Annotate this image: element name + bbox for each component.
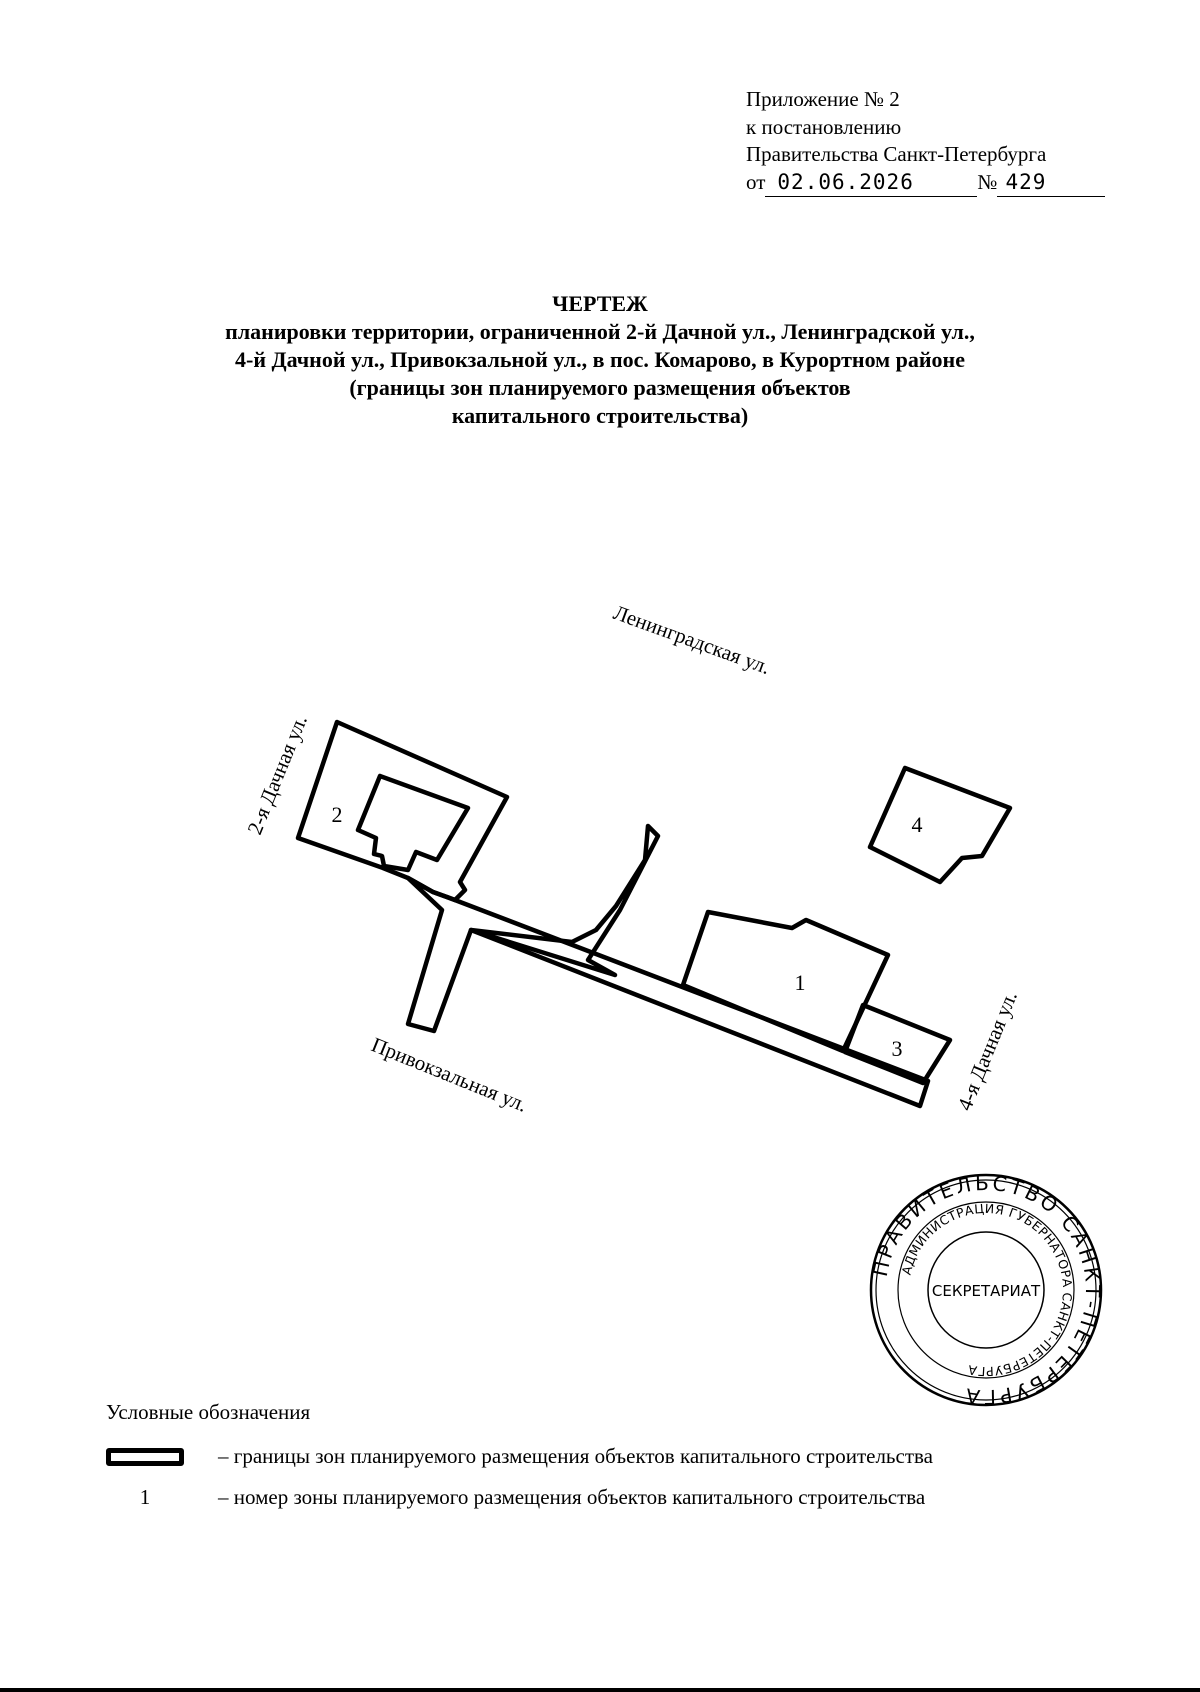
street-4-dachnaya: 4-я Дачная ул. bbox=[952, 987, 1023, 1114]
legend-zone-number-text: – номер зоны планируемого размещения объектов капитального строительства bbox=[218, 1485, 926, 1509]
government-label: Правительства Санкт-Петербурга bbox=[746, 142, 1047, 166]
resolution-number: 429 bbox=[997, 169, 1105, 198]
seal-inner-text: АДМИНИСТРАЦИЯ ГУБЕРНАТОРА САНКТ-ПЕТЕРБУРГА bbox=[898, 1200, 1076, 1380]
scan-bottom-edge bbox=[0, 1688, 1200, 1692]
title-main: ЧЕРТЕЖ bbox=[552, 291, 648, 316]
legend-title: Условные обозначения bbox=[106, 1400, 311, 1424]
zone-4-boundary bbox=[870, 768, 1010, 882]
road-corridor bbox=[408, 878, 928, 1106]
seal-outer-text: ПРАВИТЕЛЬСТВО САНКТ-ПЕТЕРБУРГА bbox=[867, 1170, 1106, 1410]
title-line-4: (границы зон планируемого размещения объектов bbox=[349, 375, 851, 400]
title-line-5: капитального строительства) bbox=[451, 403, 749, 428]
date-number-line bbox=[746, 169, 1166, 198]
street-2-dachnaya: 2-я Дачная ул. bbox=[242, 711, 313, 838]
legend-boundary-text: – границы зон планируемого размещения объектов капитального строительства bbox=[218, 1444, 933, 1468]
zone-2-number: 2 bbox=[331, 802, 343, 827]
appendix-label: Приложение № 2 bbox=[746, 87, 900, 111]
zone-2-building bbox=[358, 776, 468, 870]
zone-1-boundary bbox=[683, 912, 888, 1051]
zone-1-number: 1 bbox=[794, 970, 806, 995]
title-line-3: 4-й Дачной ул., Привокзальной ул., в пос. Комарово, в Курортном районе bbox=[235, 347, 965, 372]
resolution-date: 02.06.2026 bbox=[765, 169, 977, 198]
zone-number-symbol: 1 bbox=[139, 1485, 151, 1509]
number-prefix: № bbox=[977, 169, 998, 194]
road-spur bbox=[471, 826, 658, 975]
territory-plan bbox=[0, 560, 1200, 1120]
resolution-label: к постановлению bbox=[746, 114, 902, 139]
date-prefix: от bbox=[746, 169, 766, 194]
drawing-title bbox=[130, 290, 1070, 430]
legend-item-boundary bbox=[106, 1444, 1166, 1474]
secretariat-seal bbox=[866, 1170, 1106, 1410]
seal-center-text: СЕКРЕТАРИАТ bbox=[931, 1282, 1041, 1300]
street-leningradskaya: Ленинградская ул. bbox=[610, 600, 774, 680]
boundary-symbol bbox=[106, 1448, 184, 1466]
street-privokzalnaya: Привокзальная ул. bbox=[368, 1032, 531, 1117]
zone-2-boundary bbox=[298, 722, 507, 900]
legend-item-zone-number bbox=[106, 1485, 1166, 1515]
zone-3-number: 3 bbox=[891, 1036, 903, 1061]
title-line-2: планировки территории, ограниченной 2-й Дачной ул., Ленинградской ул., bbox=[225, 319, 975, 344]
zone-4-number: 4 bbox=[911, 812, 923, 837]
approval-header bbox=[746, 86, 1166, 197]
